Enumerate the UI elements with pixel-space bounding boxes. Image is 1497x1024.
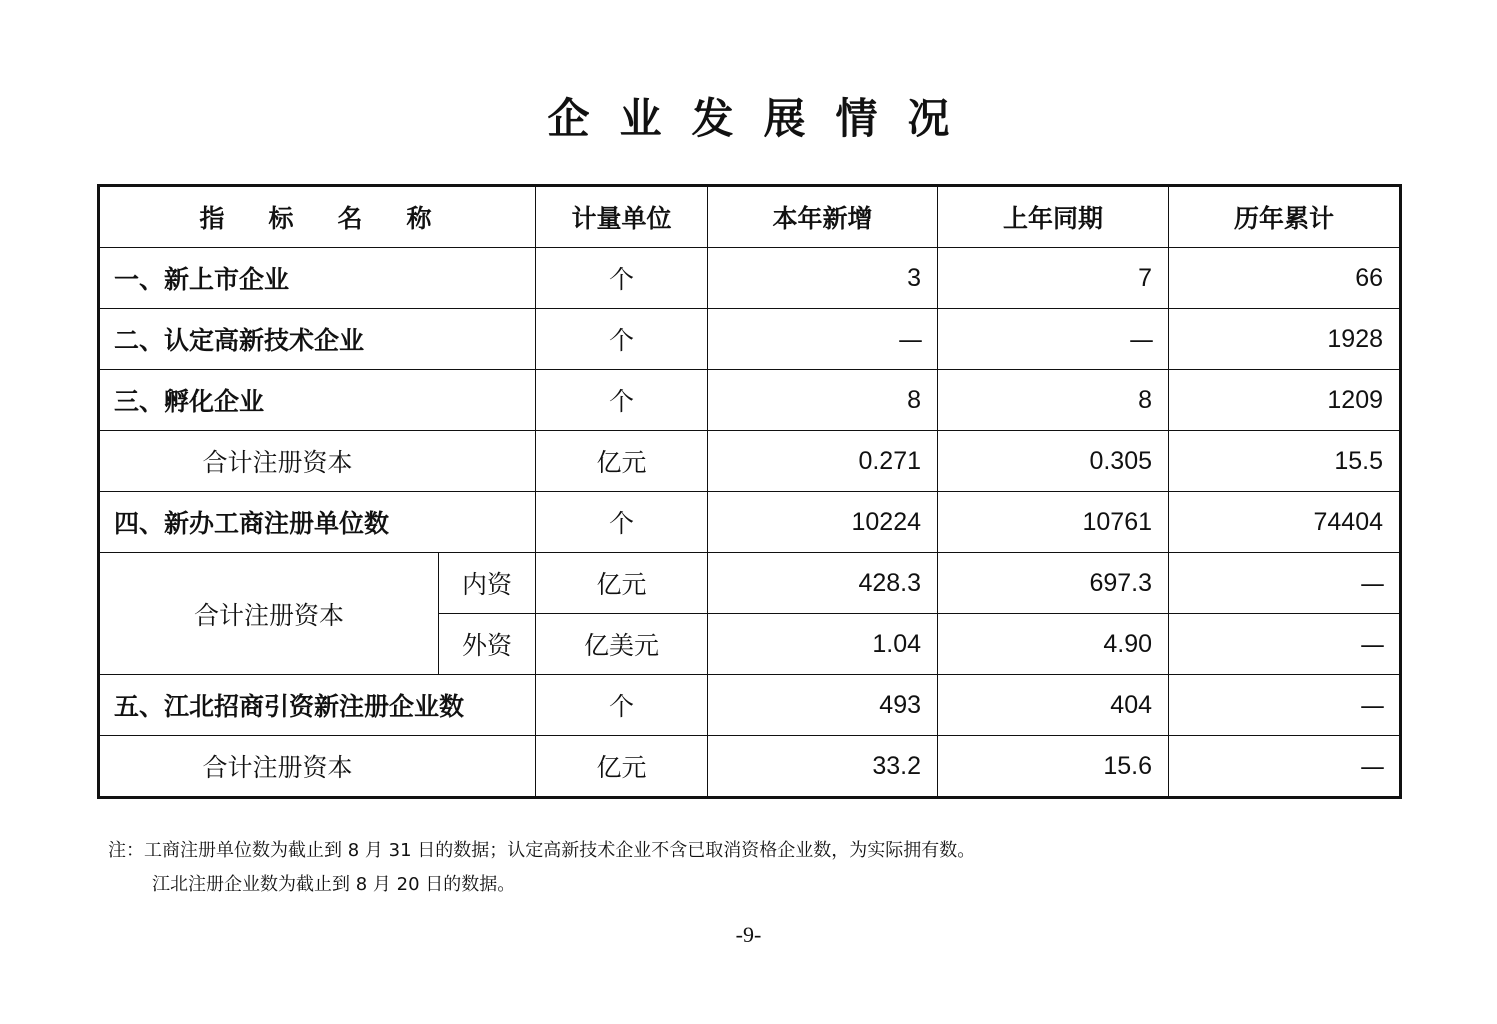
header-indicator-name: 指标名称 — [99, 186, 536, 248]
row-last: 10761 — [938, 492, 1169, 553]
row-unit: 亿元 — [536, 431, 708, 492]
row-current: — — [708, 309, 938, 370]
footnote-1: 注：工商注册单位数为截止到 8 月 31 日的数据；认定高新技术企业不含已取消资格企业数，为实际拥有数。 — [108, 840, 976, 861]
row-name: 一、新上市企业 — [99, 248, 536, 309]
table-row — [99, 370, 1401, 431]
page-number: -9- — [735, 922, 762, 947]
table-row — [99, 736, 1401, 798]
row-unit: 个 — [536, 492, 708, 553]
row-last: 0.305 — [938, 431, 1169, 492]
row-total: 1928 — [1169, 309, 1401, 370]
row-total: — — [1169, 736, 1401, 798]
header-last-year: 上年同期 — [938, 186, 1169, 248]
row-total: — — [1169, 675, 1401, 736]
row-total: 15.5 — [1169, 431, 1401, 492]
header-unit: 计量单位 — [536, 186, 708, 248]
row-total: 1209 — [1169, 370, 1401, 431]
row-subcategory: 外资 — [439, 614, 536, 675]
row-name: 合计注册资本 — [99, 553, 439, 675]
row-last: 697.3 — [938, 553, 1169, 614]
row-last: 15.6 — [938, 736, 1169, 798]
row-last: 7 — [938, 248, 1169, 309]
row-last: 4.90 — [938, 614, 1169, 675]
row-unit: 亿元 — [536, 736, 708, 798]
page-title: 企业发展情况 — [547, 94, 980, 143]
table-header-row — [99, 186, 1401, 248]
row-unit: 个 — [536, 309, 708, 370]
row-name: 四、新办工商注册单位数 — [99, 492, 536, 553]
row-name: 合计注册资本 — [99, 431, 536, 492]
row-unit: 亿元 — [536, 553, 708, 614]
row-last: 404 — [938, 675, 1169, 736]
row-current: 493 — [708, 675, 938, 736]
row-last: 8 — [938, 370, 1169, 431]
row-current: 1.04 — [708, 614, 938, 675]
row-subcategory: 内资 — [439, 553, 536, 614]
row-name: 二、认定高新技术企业 — [99, 309, 536, 370]
row-current: 10224 — [708, 492, 938, 553]
row-name: 五、江北招商引资新注册企业数 — [99, 675, 536, 736]
table-row — [99, 492, 1401, 553]
row-total: 66 — [1169, 248, 1401, 309]
table-row — [99, 675, 1401, 736]
row-total: — — [1169, 614, 1401, 675]
row-name: 合计注册资本 — [99, 736, 536, 798]
header-cumulative: 历年累计 — [1169, 186, 1401, 248]
row-current: 8 — [708, 370, 938, 431]
row-total: — — [1169, 553, 1401, 614]
row-current: 3 — [708, 248, 938, 309]
enterprise-development-table — [97, 184, 1402, 799]
row-current: 0.271 — [708, 431, 938, 492]
footnote-2: 江北注册企业数为截止到 8 月 20 日的数据。 — [152, 874, 516, 895]
row-last: — — [938, 309, 1169, 370]
row-unit: 个 — [536, 370, 708, 431]
row-total: 74404 — [1169, 492, 1401, 553]
table-row — [99, 248, 1401, 309]
row-unit: 亿美元 — [536, 614, 708, 675]
row-current: 428.3 — [708, 553, 938, 614]
row-unit: 个 — [536, 675, 708, 736]
table-row — [99, 553, 1401, 614]
header-current-year: 本年新增 — [708, 186, 938, 248]
table-row — [99, 309, 1401, 370]
row-name: 三、孵化企业 — [99, 370, 536, 431]
row-current: 33.2 — [708, 736, 938, 798]
row-unit: 个 — [536, 248, 708, 309]
table-row — [99, 431, 1401, 492]
